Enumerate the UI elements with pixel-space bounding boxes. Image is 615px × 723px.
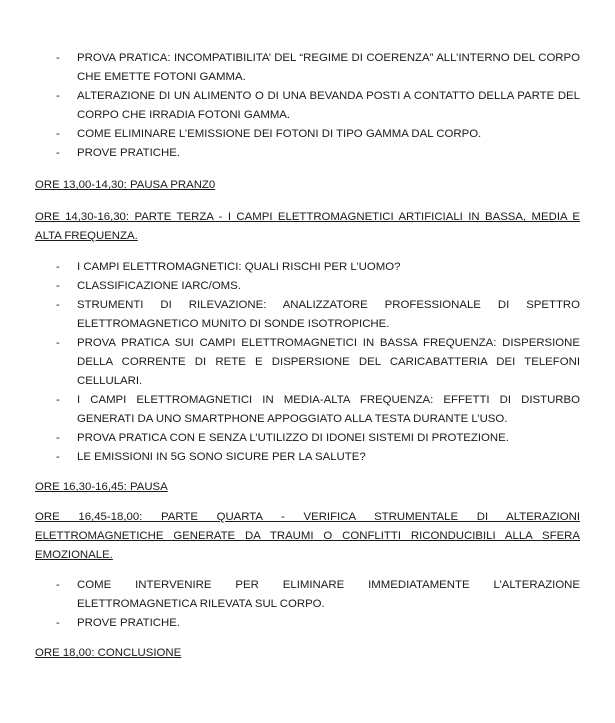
list-item-text: PROVA PRATICA CON E SENZA L’UTILIZZO DI IDONEI SISTEMI DI PROTEZIONE. — [77, 432, 509, 444]
bullet-dash: - — [56, 579, 60, 591]
list-item-text: ALTERAZIONE DI UN ALIMENTO O DI UNA BEVANDA POSTI A CONTATTO DELLA PARTE DEL CORPO CHE IRRADIA FOTONI GAMMA. — [77, 90, 580, 121]
list-item — [35, 391, 580, 429]
list-item — [35, 334, 580, 391]
section4-heading: ORE 16,45-18,00: PARTE QUARTA - VERIFICA STRUMENTALE DI ALTERAZIONI ELETTROMAGNETICHE GENERATE DA TRAUMI O CONFLITTI RICONDUCIBILI ALLA SFERA EMOZIONALE. — [35, 511, 580, 561]
list-item-text: COME INTERVENIRE PER ELIMINARE IMMEDIATAMENTE L’ALTERAZIONE ELETTROMAGNETICA RILEVATA SUL CORPO. — [77, 579, 580, 610]
bullet-dash: - — [56, 147, 60, 159]
list-item-text: LE EMISSIONI IN 5G SONO SICURE PER LA SALUTE? — [77, 451, 366, 463]
list-item — [35, 576, 580, 614]
list-item — [35, 448, 580, 467]
section3-list — [35, 258, 580, 467]
bullet-dash: - — [56, 432, 60, 444]
list-item — [35, 429, 580, 448]
bullet-dash: - — [56, 617, 60, 629]
list-item-text: I CAMPI ELETTROMAGNETICI: QUALI RISCHI PER L’UOMO? — [77, 261, 401, 273]
bullet-dash: - — [56, 394, 60, 406]
list-item — [35, 258, 580, 277]
bullet-dash: - — [56, 128, 60, 140]
list-item-text: STRUMENTI DI RILEVAZIONE: ANALIZZATORE PROFESSIONALE DI SPETTRO ELETTROMAGNETICO MUNITO DI SONDE ISOTROPICHE. — [77, 299, 580, 330]
list-item — [35, 125, 580, 144]
list-item — [35, 49, 580, 87]
section3-heading: ORE 14,30-16,30: PARTE TERZA - I CAMPI ELETTROMAGNETICI ARTIFICIALI IN BASSA, MEDIA E ALTA FREQUENZA. — [35, 211, 580, 242]
bullet-dash: - — [56, 451, 60, 463]
list-item-text: CLASSIFICAZIONE IARC/OMS. — [77, 280, 241, 292]
list-item-text: COME ELIMINARE L’EMISSIONE DEI FOTONI DI TIPO GAMMA DAL CORPO. — [77, 128, 482, 140]
bullet-dash: - — [56, 261, 60, 273]
section1-list — [35, 49, 580, 163]
bullet-dash: - — [56, 280, 60, 292]
bullet-dash: - — [56, 299, 60, 311]
pause-heading: ORE 16,30-16,45: PAUSA — [35, 481, 168, 493]
list-item — [35, 144, 580, 163]
document-page — [35, 0, 580, 663]
list-item — [35, 614, 580, 633]
conclusion-heading: ORE 18,00: CONCLUSIONE — [35, 647, 182, 659]
list-item-text: PROVE PRATICHE. — [77, 147, 180, 159]
bullet-dash: - — [56, 337, 60, 349]
lunch-break-heading: ORE 13,00-14,30: PAUSA PRANZ0 — [35, 179, 216, 191]
list-item-text: PROVA PRATICA: INCOMPATIBILITA’ DEL “REGIME DI COERENZA” ALL’INTERNO DEL CORPO CHE EMETTE FOTONI GAMMA. — [77, 52, 580, 83]
list-item-text: I CAMPI ELETTROMAGNETICI IN MEDIA-ALTA FREQUENZA: EFFETTI DI DISTURBO GENERATI DA UNO SMARTPHONE APPOGGIATO ALLA TESTA DURANTE L’USO. — [77, 394, 580, 425]
list-item-text: PROVA PRATICA SUI CAMPI ELETTROMAGNETICI IN BASSA FREQUENZA: DISPERSIONE DELLA CORRENTE DI RETE E DISPERSIONE DEL CARICABATTERIA DEI TELEFONI CELLULARI. — [77, 337, 580, 387]
list-item — [35, 296, 580, 334]
list-item-text: PROVE PRATICHE. — [77, 617, 180, 629]
bullet-dash: - — [56, 90, 60, 102]
bullet-dash: - — [56, 52, 60, 64]
list-item — [35, 277, 580, 296]
list-item — [35, 87, 580, 125]
section4-list — [35, 576, 580, 633]
